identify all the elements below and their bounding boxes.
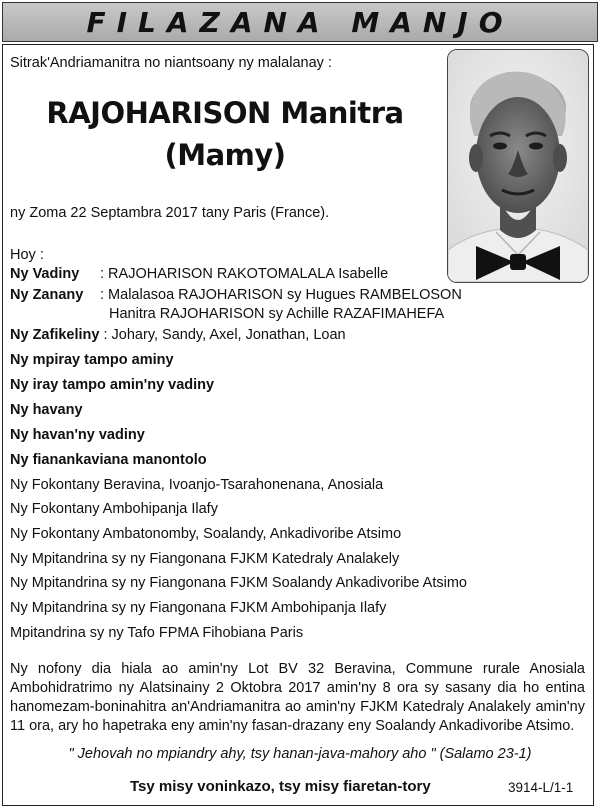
paragraph-line: Ambohidratrimo ny Alatsinainy 2 Oktobra 2017 amin'ny 8 ora sy sasany dia ho entina <box>10 680 585 696</box>
family-value: : Johary, Sandy, Axel, Jonathan, Loan <box>103 327 346 343</box>
regular-line: Mpitandrina sy ny Tafo FPMA Fihobiana Paris <box>10 625 304 641</box>
paragraph-line: hanomezam-boninahitra an'Andriamanitra ao amin'ny FJKM Katedraly Analakely amin'ny <box>10 699 585 715</box>
regular-line: Ny Fokontany Ambatonomby, Soalandy, Ankadivoribe Atsimo <box>10 526 402 542</box>
regular-line: Ny Fokontany Beravina, Ivoanjo-Tsarahonenana, Anosiala <box>10 477 384 493</box>
hoy-label: Hoy : <box>10 247 44 263</box>
funeral-paragraph <box>10 660 585 736</box>
reference-code: 3914-L/1-1 <box>508 780 574 795</box>
bold-line: Ny iray tampo amin'ny vadiny <box>10 377 215 393</box>
portrait-photo <box>447 49 589 283</box>
notice-title: FILAZANA MANJO <box>86 5 514 39</box>
bible-quote: " Jehovah no mpiandry ahy, tsy hanan-java-mahory aho " (Salamo 23-1) <box>68 746 532 762</box>
paragraph-line: 11 ora, ary ho hapetraka eny amin'ny fasan-drazany eny Soalandy Ankadivoribe Atsimo. <box>10 718 575 734</box>
family-label: Ny Zafikeliny <box>10 327 100 343</box>
family-row-zanany <box>10 286 462 304</box>
deceased-name: RAJOHARISON Manitra <box>46 96 404 130</box>
closing-line: Tsy misy voninkazo, tsy misy fiaretan-tory <box>130 778 431 795</box>
bold-line: Ny mpiray tampo aminy <box>10 352 174 368</box>
bold-line: Ny havany <box>10 402 83 418</box>
regular-line: Ny Mpitandrina sy ny Fiangonana FJKM Katedraly Analakely <box>10 551 400 567</box>
regular-line: Ny Fokontany Ambohipanja Ilafy <box>10 501 218 517</box>
family-row-vadiny <box>10 265 388 283</box>
family-label: Ny Zanany <box>10 287 84 303</box>
regular-line: Ny Mpitandrina sy ny Fiangonana FJKM Ambohipanja Ilafy <box>10 600 387 616</box>
portrait-illustration <box>448 50 588 282</box>
death-date-line: ny Zoma 22 Septambra 2017 tany Paris (France). <box>10 205 330 221</box>
notice-header <box>2 2 598 42</box>
family-value-continued: Hanitra RAJOHARISON sy Achille RAZAFIMAHEFA <box>109 306 445 322</box>
paragraph-line: Ny nofony dia hiala ao amin'ny Lot BV 32 Beravina, Commune rurale Anosiala <box>10 661 585 677</box>
regular-line: Ny Mpitandrina sy ny Fiangonana FJKM Soalandy Ankadivoribe Atsimo <box>10 575 467 591</box>
family-value: : Malalasoa RAJOHARISON sy Hugues RAMBELOSON <box>100 287 462 303</box>
bold-line: Ny havan'ny vadiny <box>10 427 145 443</box>
family-label: Ny Vadiny <box>10 266 80 282</box>
intro-text: Sitrak'Andriamanitra no niantsoany ny malalanay : <box>10 55 332 71</box>
deceased-nickname: (Mamy) <box>164 138 286 172</box>
family-row-zafikeliny <box>10 326 346 344</box>
bold-line: Ny fianankaviana manontolo <box>10 452 207 468</box>
family-value: : RAJOHARISON RAKOTOMALALA Isabelle <box>100 266 389 282</box>
